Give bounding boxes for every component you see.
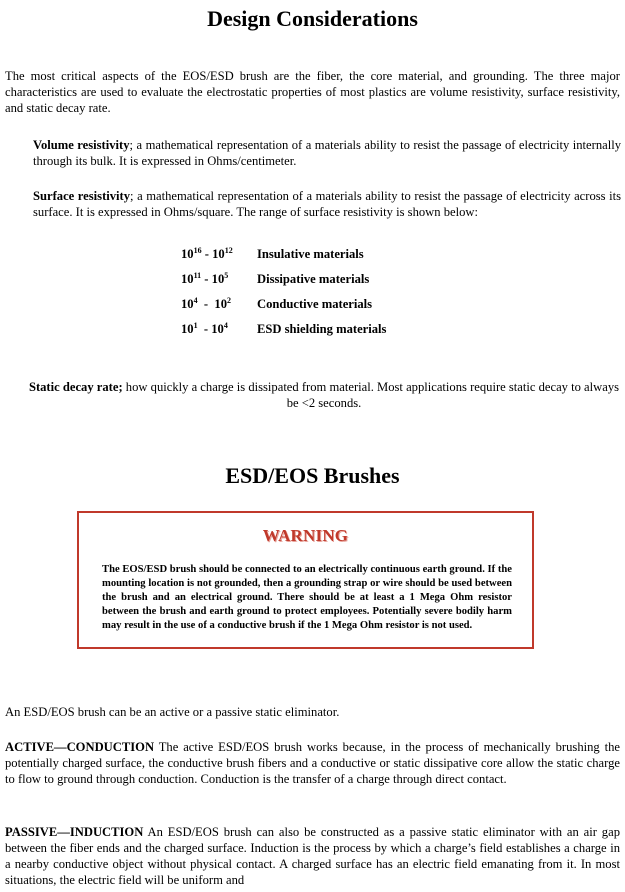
volume-resistivity-paragraph bbox=[33, 137, 621, 169]
static-decay-paragraph bbox=[27, 379, 621, 411]
resistivity-range: $10^4 - 10^2$ bbox=[181, 296, 231, 311]
volume-resistivity-text: ; a mathematical representation of a materials ability to resist the passage of electricity internally through its bulk. It is expressed in Ohms/centimeter. bbox=[33, 138, 621, 168]
passive-induction-paragraph bbox=[5, 824, 620, 888]
active-conduction-paragraph bbox=[5, 739, 620, 787]
surface-resistivity-text: ; a mathematical representation of a materials ability to resist the passage of electricity across its surface. It is expressed in Ohms/square. The range of surface resistivity is shown below: bbox=[33, 189, 621, 219]
active-conduction-term: ACTIVE—CONDUCTION bbox=[5, 740, 155, 754]
warning-text: The EOS/ESD brush should be connected to an electrically continuous earth ground. If the mounting location is not grounded, then a grounding strap or wire should be used between the brush and an electrical ground. There should be at least a 1 Mega Ohm resistor between the brush and earth ground to protect employees. Potentially severe bodily harm may result in the use of a conductive brush if the 1 Mega Ohm resistor is not used. bbox=[102, 564, 512, 631]
resistivity-table bbox=[181, 247, 481, 347]
surface-resistivity-term: Surface resistivity bbox=[33, 189, 131, 203]
volume-resistivity-term: Volume resistivity bbox=[33, 138, 130, 152]
passive-induction-term: PASSIVE—INDUCTION bbox=[5, 825, 144, 839]
warning-title: WARNING bbox=[262, 526, 349, 545]
static-decay-text: how quickly a charge is dissipated from material. Most applications require static decay to always be <2 seconds. bbox=[122, 380, 620, 410]
intro-paragraph: The most critical aspects of the EOS/ESD brush are the fiber, the core material, and grounding. The three major characteristics are used to evaluate the electrostatic properties of most plastics are volume resistivity, surface resistivity, and static decay rate. bbox=[5, 69, 620, 115]
section-title: ESD/EOS Brushes bbox=[225, 463, 400, 488]
resistivity-row bbox=[181, 247, 481, 272]
material-label: Dissipative materials bbox=[257, 272, 370, 286]
resistivity-range: $10^1 - 10^4$ bbox=[181, 321, 228, 336]
resistivity-row bbox=[181, 322, 481, 347]
static-decay-term: Static decay rate; bbox=[28, 380, 123, 394]
passive-induction-text: An ESD/EOS brush can also be constructed as a passive static eliminator with an air gap between the fiber ends and the charged surface. Induction is the process by which a charge’s field establishes a charge in a nearby conductive object without physical contact. A charged surface has an electric field emanating from it. In most situations, the electric field will be uniform and bbox=[5, 825, 620, 887]
page-title: Design Considerations bbox=[207, 6, 418, 31]
resistivity-range: $10^{16} - 10^{12}$ bbox=[181, 246, 233, 261]
material-label: ESD shielding materials bbox=[257, 322, 387, 336]
resistivity-row bbox=[181, 272, 481, 297]
resistivity-row bbox=[181, 297, 481, 322]
warning-box bbox=[77, 511, 534, 649]
material-label: Insulative materials bbox=[257, 247, 364, 261]
resistivity-range: $10^{11} - 10^5$ bbox=[181, 271, 229, 286]
surface-resistivity-paragraph bbox=[33, 188, 621, 220]
material-label: Conductive materials bbox=[257, 297, 373, 311]
eliminator-paragraph: An ESD/EOS brush can be an active or a passive static eliminator. bbox=[5, 705, 340, 719]
active-conduction-text: The active ESD/EOS brush works because, in the process of mechanically brushing the potentially charged surface, the conductive brush fibers and a conductive or static dissipative core allow the static charge to flow to ground through conduction. Conduction is the transfer of a charge through direct contact. bbox=[5, 740, 620, 786]
